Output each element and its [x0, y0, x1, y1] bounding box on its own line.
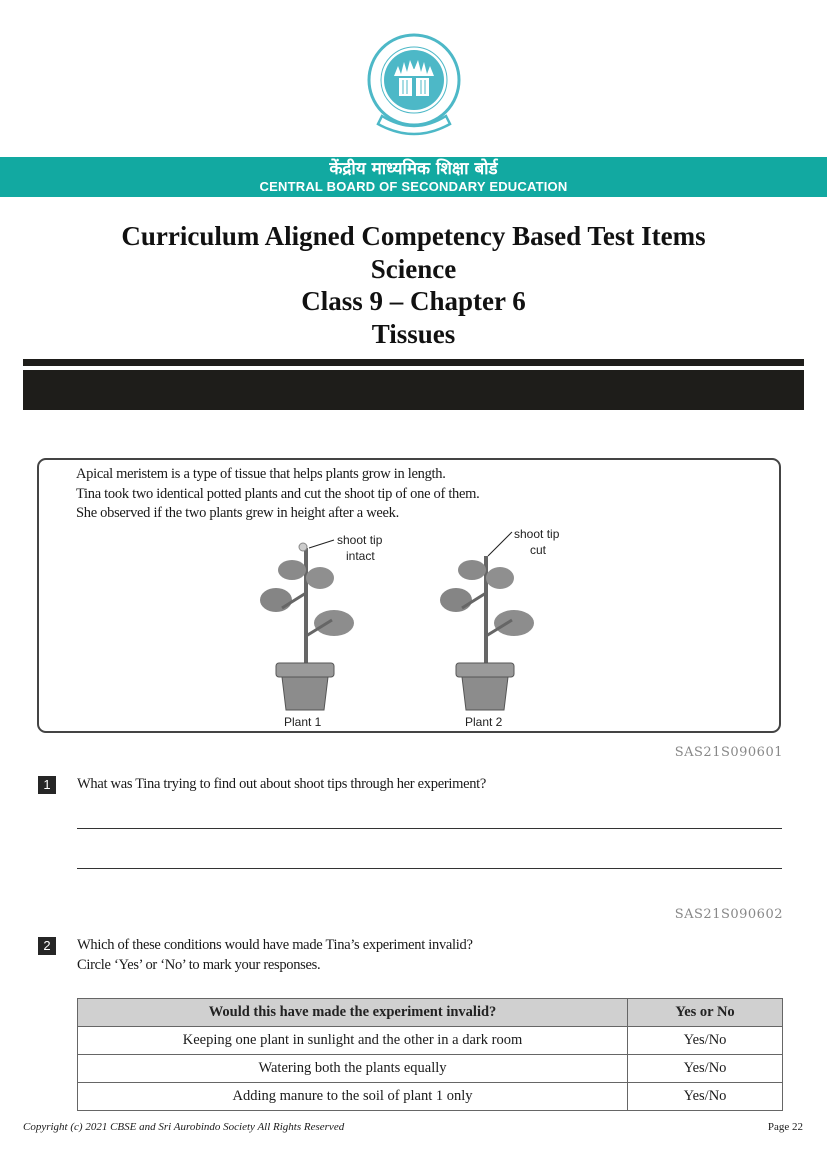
board-name-english: CENTRAL BOARD OF SECONDARY EDUCATION [259, 179, 568, 194]
svg-text:shoot tip: shoot tip [337, 533, 383, 547]
svg-text:intact: intact [346, 549, 375, 563]
question-number-badge: 1 [38, 776, 56, 794]
table-header-response: Yes or No [628, 999, 783, 1027]
title-class-chapter: Class 9 – Chapter 6 [301, 286, 526, 316]
question-2-instruction: Circle ‘Yes’ or ‘No’ to mark your responses. [77, 956, 321, 973]
stimulus-box [37, 458, 781, 733]
item-code: SAS21S090601 [674, 745, 783, 760]
copyright-notice: Copyright (c) 2021 CBSE and Sri Aurobindo Society All Rights Reserved [23, 1121, 345, 1133]
question-number-badge: 2 [38, 937, 56, 955]
condition-cell: Adding manure to the soil of plant 1 only [78, 1083, 628, 1111]
title-subject: Science [370, 253, 457, 284]
condition-cell: Keeping one plant in sunlight and the other in a dark room [78, 1027, 628, 1055]
potted-plants-illustration [254, 528, 584, 733]
title-line-1: Curriculum Aligned Competency Based Test Items [121, 221, 706, 251]
stimulus-line: Apical meristem is a type of tissue that helps plants grow in length. [76, 466, 446, 482]
stimulus-line: She observed if the two plants grew in height after a week. [76, 505, 399, 521]
document-title [0, 220, 827, 350]
item-code: SAS21S090602 [674, 907, 783, 922]
svg-text:shoot tip: shoot tip [514, 528, 560, 541]
plant-1-icon [260, 540, 354, 710]
board-name-hindi: केंद्रीय माध्यमिक शिक्षा बोर्ड [329, 159, 498, 179]
response-table [77, 998, 783, 1111]
title-topic: Tissues [371, 318, 456, 349]
board-banner [0, 157, 827, 197]
table-row [78, 1083, 783, 1111]
condition-cell: Watering both the plants equally [78, 1055, 628, 1083]
plants-figure [254, 528, 584, 733]
plant-2-icon [440, 532, 534, 710]
question-1-text: What was Tina trying to find out about shoot tips through her experiment? [77, 776, 487, 792]
yes-no-choice[interactable]: Yes/No [628, 1027, 783, 1055]
stimulus-line: Tina took two identical potted plants and cut the shoot tip of one of them. [76, 485, 480, 502]
table-row [78, 1055, 783, 1083]
svg-text:cut: cut [530, 543, 547, 557]
yes-no-choice[interactable]: Yes/No [628, 1083, 783, 1111]
answer-line[interactable] [77, 868, 782, 869]
black-bar [23, 370, 804, 410]
table-header-condition: Would this have made the experiment invalid? [78, 999, 628, 1027]
question-2-text [77, 936, 473, 975]
yes-no-choice[interactable]: Yes/No [628, 1055, 783, 1083]
page-number: Page 22 [767, 1121, 803, 1133]
stimulus-text [76, 465, 479, 524]
question-2-line-1: Which of these conditions would have made Tina’s experiment invalid? [77, 937, 473, 953]
divider [23, 359, 804, 366]
table-row [78, 1027, 783, 1055]
cbse-emblem-icon [364, 32, 464, 140]
svg-text:Plant 1: Plant 1 [284, 715, 322, 729]
answer-line[interactable] [77, 828, 782, 829]
svg-text:Plant 2: Plant 2 [465, 715, 503, 729]
